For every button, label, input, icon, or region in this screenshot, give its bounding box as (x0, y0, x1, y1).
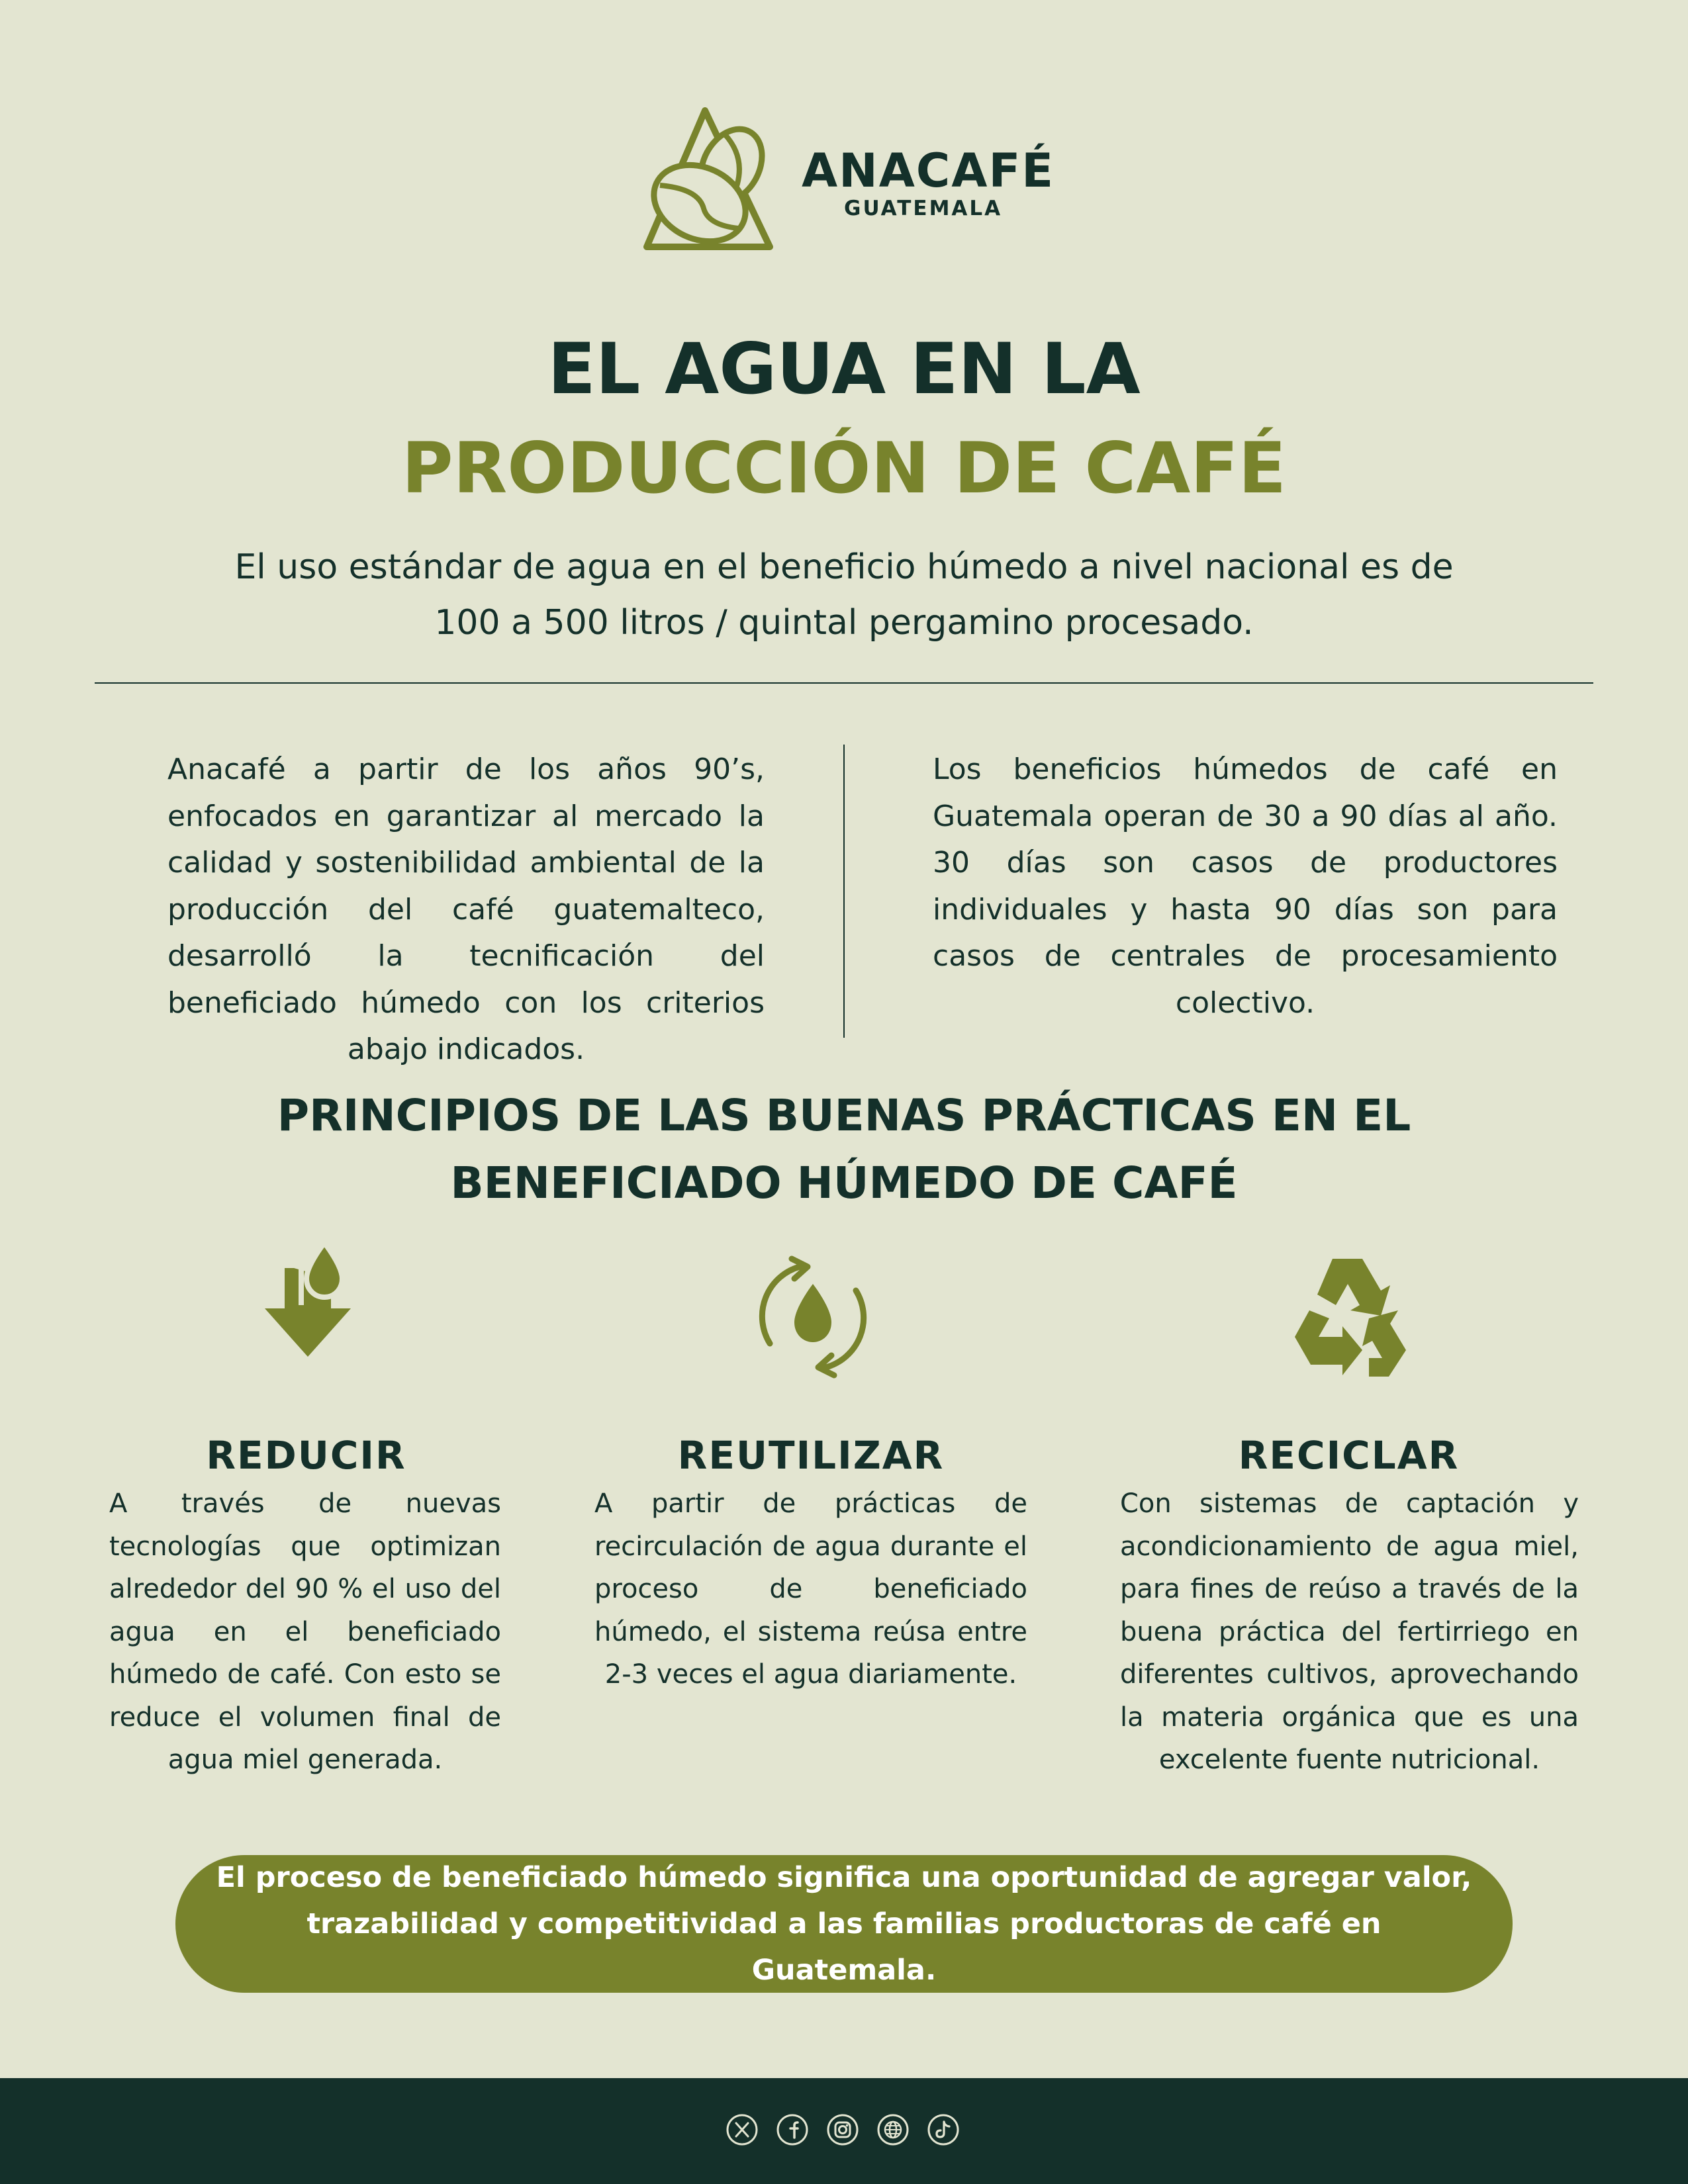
principles-heading-line-2: BENEFICIADO HÚMEDO DE CAFÉ (450, 1158, 1238, 1208)
facebook-icon[interactable] (775, 2113, 810, 2147)
logo-name: ANACAFÉ (802, 144, 1055, 198)
principles-heading-line-1: PRINCIPIOS DE LAS BUENAS PRÁCTICAS EN EL (277, 1090, 1411, 1141)
page-title-line-2: PRODUCCIÓN DE CAFÉ (401, 428, 1287, 509)
column-divider (843, 745, 845, 1038)
logo-subtitle: GUATEMALA (844, 197, 1003, 220)
recycle-icon (1276, 1244, 1422, 1390)
operation-days-paragraph: Los beneficios húmedos de café en Guatemala operan de 30 a 90 días al año. 30 días son casos de productores individuales y hasta 90 días son para casos de centrales de procesamiento colectivo. (933, 752, 1558, 1020)
instagram-icon[interactable] (825, 2113, 860, 2147)
principle-text-reutilizar: A partir de prácticas de recirculación de agua durante el proceso de beneficiado húmedo, el sistema reúsa entre 2-3 veces el agua diariamente. (594, 1488, 1027, 1690)
principle-title-reutilizar: REUTILIZAR (677, 1433, 945, 1478)
closing-banner-text: El proceso de beneficiado húmedo significa una oportunidad de agregar valor, trazabilidad y competitividad a las familias productoras de café en Guatemala. (216, 1861, 1472, 1987)
x-icon[interactable] (725, 2113, 759, 2147)
section-divider (95, 682, 1593, 684)
social-links (725, 2113, 961, 2147)
tiktok-icon[interactable] (926, 2113, 961, 2147)
history-paragraph: Anacafé a partir de los años 90’s, enfocados en garantizar al mercado la calidad y sostenibilidad ambiental de la producción del café guatemalteco, desarrolló la tecnificación del beneficiado húmedo con los criterios abajo indicados. (167, 752, 765, 1066)
footer (0, 2078, 1688, 2184)
water-drop-down-arrow-icon (235, 1239, 381, 1385)
principles-heading (0, 1082, 1688, 1217)
principle-text-reciclar: Con sistemas de captación y acondicionamiento de agua miel, para fines de reúso a través de la buena práctica del fertirriego en diferentes cultivos, aprovechando la materia orgánica que es una excelente fuente nutricional. (1120, 1488, 1579, 1775)
web-globe-icon[interactable] (876, 2113, 910, 2147)
page-title-line-1: EL AGUA EN LA (547, 328, 1141, 410)
closing-banner (175, 1855, 1513, 1993)
coffee-bean-triangle-icon (632, 103, 791, 261)
water-drop-cycle-icon (740, 1244, 886, 1390)
principle-title-reducir: REDUCIR (206, 1433, 406, 1478)
intro-text: El uso estándar de agua en el beneficio húmedo a nivel nacional es de 100 a 500 litros / quintal pergamino procesado. (234, 547, 1454, 643)
principle-text-reducir: A través de nuevas tecnologías que optimizan alrededor del 90 % el uso del agua en el beneficiado húmedo de café. Con esto se reduce el volumen final de agua miel generada. (109, 1488, 501, 1775)
anacafe-logo (632, 103, 1096, 261)
principle-title-reciclar: RECICLAR (1238, 1433, 1460, 1478)
